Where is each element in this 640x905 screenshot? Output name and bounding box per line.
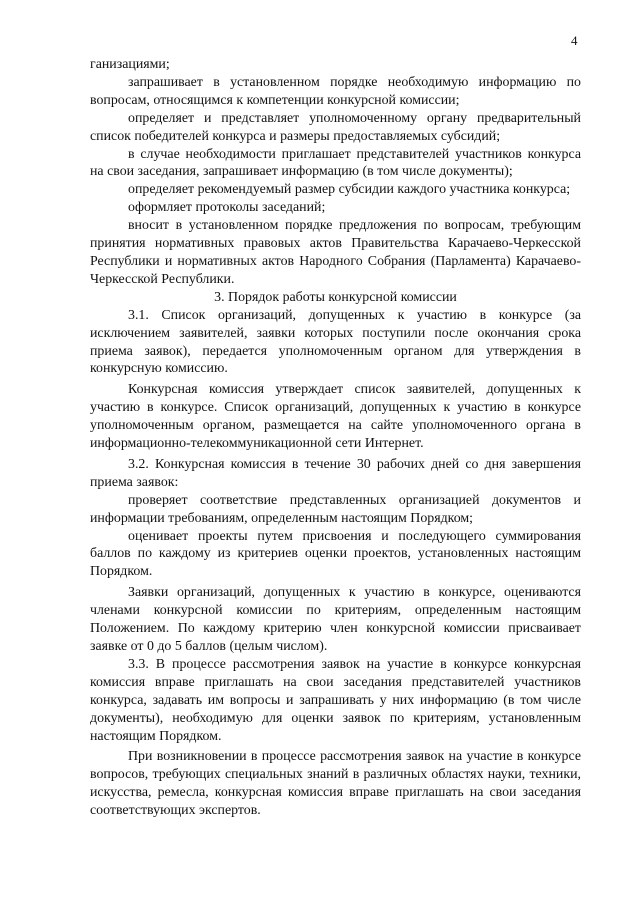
paragraph: запрашивает в установленном порядке необходимую информацию по вопросам, относящимся к компетенции конкурсной комиссии; — [90, 74, 581, 108]
document-body — [90, 56, 581, 820]
paragraph: При возникновении в процессе рассмотрения заявок на участие в конкурсе вопросов, требующих специальных знаний в различных областях науки, техники, искусства, ремесла, конкурсная комиссия вправе приглашать на свои заседания соответствующих экспертов. — [90, 749, 581, 819]
paragraph: 3.2. Конкурсная комиссия в течение 30 рабочих дней со дня завершения приема заявок: — [90, 456, 581, 490]
paragraph: оформляет протоколы заседаний; — [128, 200, 326, 216]
paragraph: Конкурсная комиссия утверждает список заявителей, допущенных к участию в конкурсе. Список организаций, допущенных к участию в конкурсе уполномоченным органом, размещается на сайте уполномоченного органа в информационно-телекоммуникационной сети Интернет. — [90, 382, 581, 452]
paragraph: 3.3. В процессе рассмотрения заявок на участие в конкурсе конкурсная комиссия вправе приглашать на свои заседания представителей участников конкурса, задавать им вопросы и запрашивать у них информацию (в том числе документы), необходимую для оценки заявок по критериям, установленным настоящим Порядком. — [90, 656, 581, 744]
page-number: 4 — [571, 33, 578, 48]
paragraph: в случае необходимости приглашает представителей участников конкурса на свои заседания, запрашивает информацию (в том числе документы); — [90, 146, 581, 180]
paragraph: Заявки организаций, допущенных к участию в конкурсе, оцениваются членами конкурсной комиссии по критериям, определенным настоящим Положением. По каждому критерию член конкурсной комиссии присваивает заявке от 0 до 5 баллов (целым числом). — [90, 585, 581, 654]
paragraph: оценивает проекты путем присвоения и последующего суммирования баллов по каждому из критериев оценки проектов, установленных настоящим Порядком. — [90, 528, 581, 580]
paragraph: 3.1. Список организаций, допущенных к участию в конкурсе (за исключением заявителей, заявки которых поступили после окончания срока приема заявок), передается уполномоченным органом для утверждения в конкурсную комиссию. — [90, 307, 581, 377]
paragraph: определяет и представляет уполномоченному органу предварительный список победителей конкурса и размеры предоставляемых субсидий; — [90, 110, 581, 144]
paragraph: ганизациями; — [90, 57, 170, 72]
paragraph: вносит в установленном порядке предложения по вопросам, требующим принятия нормативных правовых актов Правительства Карачаево-Черкесской Республики и нормативных актов Народного Собрания (Парламента) Карачаево-Черкесской Республики. — [90, 218, 581, 287]
paragraph: определяет рекомендуемый размер субсидии каждого участника конкурса; — [128, 182, 571, 198]
paragraph: проверяет соответствие представленных организацией документов и информации требованиям, определенным настоящим Порядком; — [90, 492, 581, 526]
section-heading: 3. Порядок работы конкурсной комиссии — [214, 289, 457, 305]
